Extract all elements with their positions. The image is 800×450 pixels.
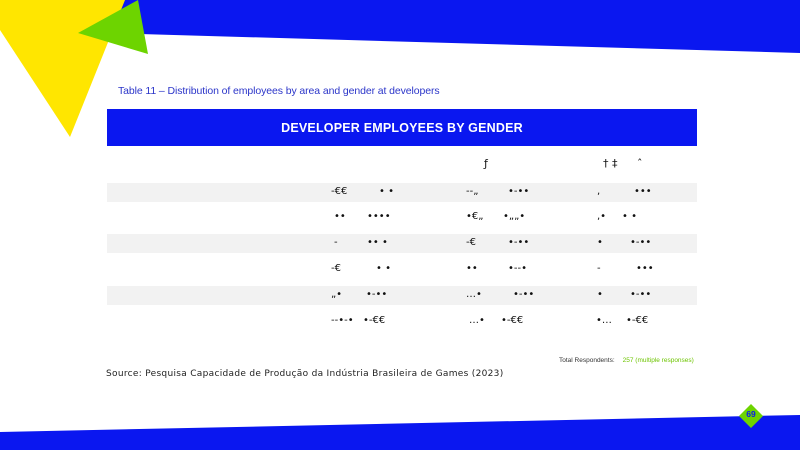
column-header-3: ˆ xyxy=(637,157,643,170)
cell: •-€€ xyxy=(501,315,524,326)
cell: • • xyxy=(379,186,394,197)
table-row xyxy=(107,312,697,331)
bottom-blue-band xyxy=(0,400,800,450)
table-row xyxy=(107,286,697,305)
cell: •--• xyxy=(508,263,528,274)
cell: , xyxy=(597,186,601,197)
cell: • • xyxy=(622,211,637,222)
cell: •-€€ xyxy=(626,315,649,326)
cell: „• xyxy=(331,289,343,300)
page-number: 69 xyxy=(746,409,756,419)
cell: ••• xyxy=(636,263,654,274)
cell: •••• xyxy=(367,211,391,222)
cell: •• xyxy=(334,211,346,222)
cell: •• xyxy=(466,263,478,274)
banner-title: DEVELOPER EMPLOYEES BY GENDER xyxy=(281,120,523,135)
cell: •-•• xyxy=(508,237,530,248)
cell: •… xyxy=(596,315,612,326)
cell: •€„ xyxy=(466,211,484,222)
cell: •-•• xyxy=(508,186,530,197)
cell: •-•• xyxy=(630,289,652,300)
cell: - xyxy=(334,237,338,248)
source-note: Source: Pesquisa Capacidade de Produção da Indústria Brasileira de Games (2023) xyxy=(106,369,504,379)
cell: •-•• xyxy=(366,289,388,300)
table-caption: Table 11 – Distribution of employees by area and gender at developers xyxy=(118,85,440,97)
column-header-2: † ‡ xyxy=(603,157,618,170)
table-row xyxy=(107,183,697,202)
cell: - xyxy=(597,263,601,274)
cell: -€ xyxy=(331,263,341,274)
cell: ,• xyxy=(597,211,607,222)
cell: • • xyxy=(376,263,391,274)
cell: • xyxy=(597,289,603,300)
cell: •• • xyxy=(367,237,388,248)
column-header-1: ƒ xyxy=(484,157,488,170)
cell: •„„• xyxy=(503,211,526,222)
cell: •-€€ xyxy=(363,315,386,326)
cell: …• xyxy=(466,289,482,300)
total-respondents xyxy=(559,357,694,364)
table-title-banner xyxy=(107,109,697,146)
table-row xyxy=(107,208,697,227)
cell: ••• xyxy=(634,186,652,197)
cell: --•-• xyxy=(331,315,354,326)
cell: -€€ xyxy=(331,186,348,197)
cell: …• xyxy=(469,315,485,326)
table-row xyxy=(107,234,697,253)
table-row xyxy=(107,260,697,279)
cell: -€ xyxy=(466,237,476,248)
cell: • xyxy=(597,237,603,248)
total-respondents-label: Total Respondents: xyxy=(559,357,615,364)
cell: --„ xyxy=(466,186,479,197)
total-respondents-value: 257 (multiple responses) xyxy=(622,357,694,364)
green-triangle-decoration xyxy=(0,0,160,60)
cell: •-•• xyxy=(630,237,652,248)
cell: •-•• xyxy=(513,289,535,300)
